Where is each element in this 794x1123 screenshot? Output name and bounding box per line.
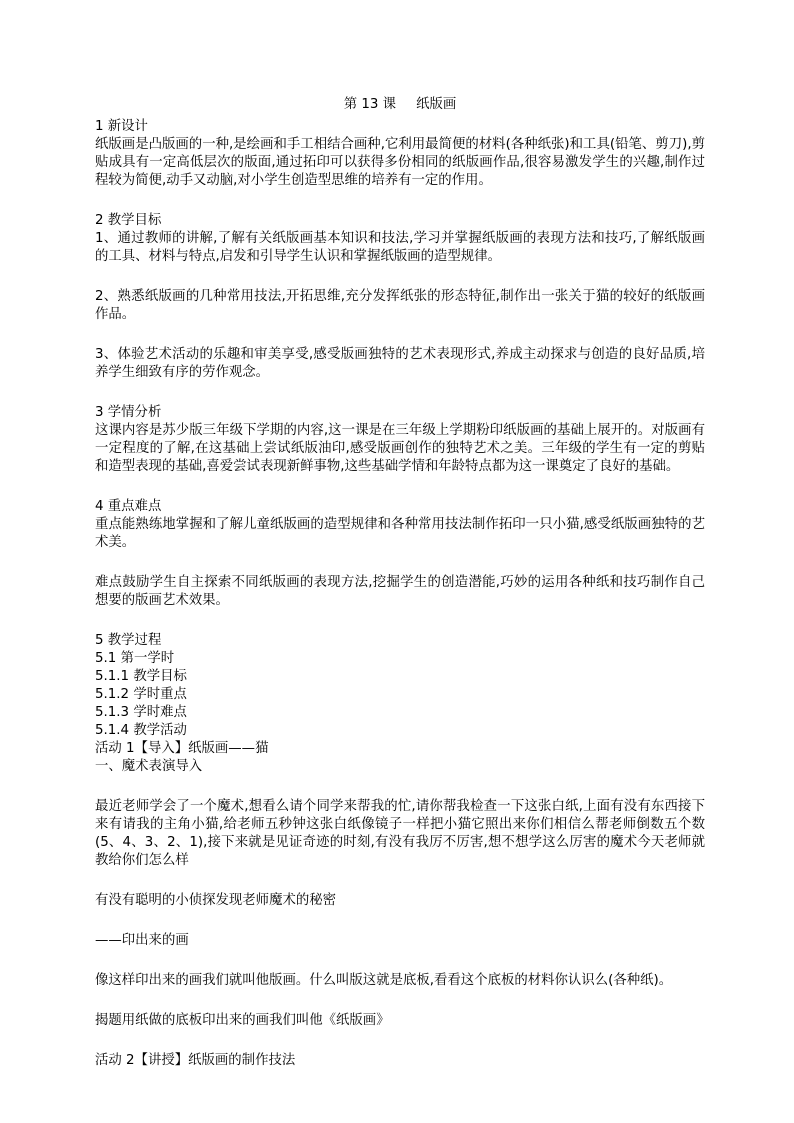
section-2-goal-2: 2、熟悉纸版画的几种常用技法,开拓思维,充分发挥纸张的形态特征,制作出一张关于猫的较好的纸版画作品。 <box>95 289 705 322</box>
section-5-1-4: 5.1.4 教学活动 <box>95 723 187 738</box>
section-5-1-3: 5.1.3 学时难点 <box>95 705 187 720</box>
magic-paragraph: 最近老师学会了一个魔术,想看么请个同学来帮我的忙,请你帮我检查一下这张白纸,上面有没有东西接下来有请我的主角小猫,给老师五秒钟这张白纸像镜子一样把小猫它照出来你们相信么帮老师倒数五个数(5、4、3、2、1),接下来就是见证奇迹的时刻,有没有我厉不厉害,想不想学这么厉害的魔术今天老师就教给你们怎么样 <box>95 799 705 868</box>
detective-line: 有没有聪明的小侦探发现老师魔术的秘密 <box>95 893 337 908</box>
printed-picture-line: ——印出来的画 <box>95 933 189 948</box>
section-5-heading: 5 教学过程 <box>95 633 162 648</box>
section-2-goal-1: 1、通过教师的讲解,了解有关纸版画基本知识和技法,学习并掌握纸版画的表现方法和技巧,了解纸版画的工具、材料与特点,启发和引导学生认识和掌握纸版画的造型规律。 <box>95 231 705 264</box>
section-2-heading: 2 教学目标 <box>95 213 162 228</box>
section-2-goal-3: 3、体验艺术活动的乐趣和审美享受,感受版画独特的艺术表现形式,养成主动探求与创造的良好品质,培养学生细致有序的劳作观念。 <box>95 347 705 380</box>
section-1-heading: 1 新设计 <box>95 119 148 134</box>
print-explanation-paragraph: 像这样印出来的画我们就叫他版画。什么叫版这就是底板,看看这个底板的材料你认识么(各种纸)。 <box>95 973 673 988</box>
section-4-key-point: 重点能熟练地掌握和了解儿童纸版画的造型规律和各种常用技法制作拓印一只小猫,感受纸版画独特的艺术美。 <box>95 517 705 550</box>
activity-1-heading: 活动 1【导入】纸版画——猫 <box>95 741 269 756</box>
page-title <box>95 96 705 114</box>
section-4-heading: 4 重点难点 <box>95 499 162 514</box>
section-3-heading: 3 学情分析 <box>95 405 162 420</box>
activity-2-heading: 活动 2【讲授】纸版画的制作技法 <box>95 1053 296 1068</box>
section-4-difficulty: 难点鼓励学生自主探索不同纸版画的表现方法,挖掘学生的创造潜能,巧妙的运用各种纸和技巧制作自己想要的版画艺术效果。 <box>95 575 705 608</box>
section-5-1-2: 5.1.2 学时重点 <box>95 687 187 702</box>
section-5-1-1: 5.1.1 教学目标 <box>95 669 187 684</box>
section-1-body: 纸版画是凸版画的一种,是绘画和手工相结合画种,它利用最简便的材料(各种纸张)和工具(铅笔、剪刀),剪贴成具有一定高低层次的版面,通过拓印可以获得多份相同的纸版画作品,很容易激发学生的兴趣,制作过程较为简便,动手又动脑,对小学生创造型思维的培养有一定的作用。 <box>95 137 705 188</box>
activity-1-subheading: 一、魔术表演导入 <box>95 759 203 774</box>
topic-reveal-line: 揭题用纸做的底板印出来的画我们叫他《纸版画》 <box>95 1013 390 1028</box>
section-5-1: 5.1 第一学时 <box>95 651 175 666</box>
title-lesson-number: 第 13 课 <box>343 97 397 112</box>
title-lesson-name: 纸版画 <box>416 97 457 112</box>
section-3-body: 这课内容是苏少版三年级下学期的内容,这一课是在三年级上学期粉印纸版画的基础上展开的。对版画有一定程度的了解,在这基础上尝试纸版油印,感受版画创作的独特艺术之美。三年级的学生有一定的剪贴和造型表现的基础,喜爱尝试表现新鲜事物,这些基础学情和年龄特点都为这一课奠定了良好的基础。 <box>95 423 705 474</box>
document-page <box>95 96 705 1070</box>
